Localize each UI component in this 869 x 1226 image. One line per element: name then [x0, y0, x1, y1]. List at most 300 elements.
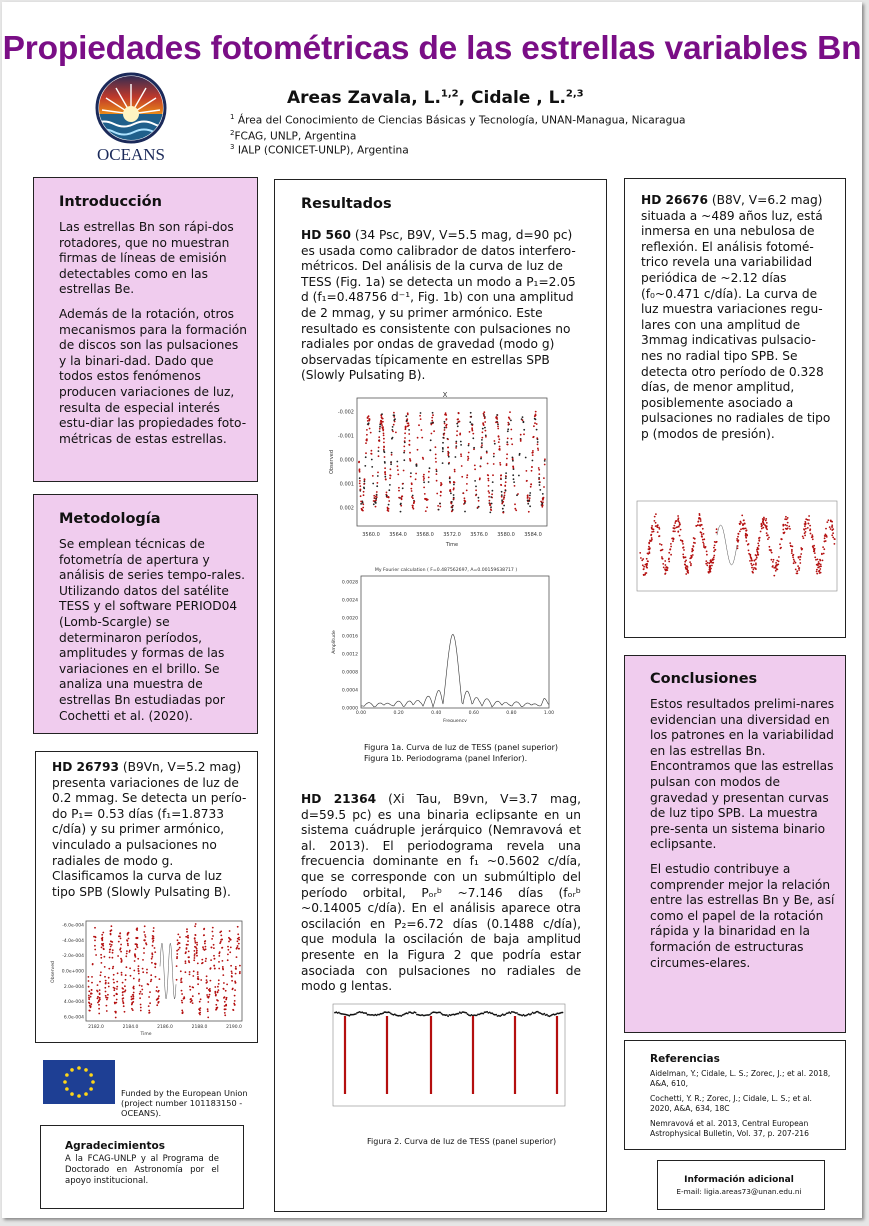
conclusions-heading: Conclusiones	[650, 671, 758, 687]
hd26793-point	[217, 991, 219, 993]
hd26676-point	[668, 558, 670, 560]
hd26676-point	[753, 567, 755, 569]
hd26676-point	[787, 517, 789, 519]
hd26793-point	[128, 932, 130, 934]
hd26793-point	[94, 945, 96, 947]
fig1a-point	[480, 456, 482, 458]
hd26793-y-tick-label: 0.0e+000	[61, 969, 84, 975]
hd26676-point	[706, 565, 708, 567]
hd26676-text	[641, 193, 837, 443]
hd26676-point	[805, 523, 807, 525]
fig1b-x-tick-label: 0.60	[468, 711, 479, 716]
hd26793-point	[127, 943, 129, 945]
hd26676-point	[789, 528, 791, 530]
hd26676-point	[713, 550, 715, 552]
hd26676-point	[750, 563, 752, 565]
hd26793-point	[213, 965, 215, 967]
hd26676-point	[822, 560, 824, 562]
fig1a-point	[464, 502, 466, 504]
fig1a-point	[366, 434, 368, 436]
fig1a-point	[455, 442, 457, 444]
fig1a-point	[444, 427, 446, 429]
hd26793-point	[231, 971, 233, 973]
hd26793-point	[111, 925, 113, 927]
eu-funding	[35, 1054, 268, 1118]
hd26793-point	[197, 971, 199, 973]
fig1a-point	[369, 428, 371, 430]
hd26793-point	[178, 949, 180, 951]
hd26676-point	[676, 520, 678, 522]
results-heading: Resultados	[301, 196, 392, 212]
hd26793-point	[133, 992, 135, 994]
contact-email[interactable]: E-mail: ligia.areas73@unan.edu.ni	[676, 1187, 802, 1196]
hd26793-point	[188, 961, 190, 963]
hd26793-point	[88, 980, 90, 982]
hd26676-point	[694, 542, 696, 544]
hd26676-point	[745, 533, 747, 535]
hd26676-point	[650, 534, 652, 536]
hd26793-point	[143, 931, 145, 933]
hd26676-point	[699, 524, 701, 526]
fig1a-point	[379, 428, 381, 430]
fig1b-ylabel: Amplitude	[332, 630, 337, 654]
fig1a-point	[445, 412, 447, 414]
fig1a-point	[428, 477, 430, 479]
hd26793-point	[116, 988, 118, 990]
hd26793-point	[106, 1005, 108, 1007]
hd26793-ylabel: Observed	[51, 961, 56, 983]
fig1a-point	[544, 464, 546, 466]
acknowledgements-heading: Agradecimientos	[65, 1140, 165, 1152]
fig1a-point	[481, 442, 483, 444]
fig1a-point	[544, 458, 546, 460]
fig1a-point	[440, 495, 442, 497]
hd26676-point	[830, 520, 832, 522]
fig1a-point	[367, 416, 369, 418]
fig1a-point	[534, 422, 536, 424]
conclusions-section	[624, 655, 846, 1033]
hd26793-point	[237, 940, 239, 942]
fig1a-point	[501, 503, 503, 505]
hd26793-point	[90, 996, 92, 998]
fig1a-point	[444, 423, 446, 425]
fig2-point	[516, 1012, 518, 1014]
fig1a-point	[403, 446, 405, 448]
hd26793-point	[217, 986, 219, 988]
hd26793-point	[99, 981, 101, 983]
hd26793-point	[214, 992, 216, 994]
oceans-logo-icon	[90, 72, 172, 164]
fig1a-point	[384, 461, 386, 463]
hd26676-point	[682, 543, 684, 545]
hd26793-x-tick-label: 2182.0	[88, 1025, 104, 1030]
hd26793-point	[188, 956, 190, 958]
hd26676-point	[751, 567, 753, 569]
fig1a-point	[502, 501, 504, 503]
hd26793-point	[200, 998, 202, 1000]
fig1a-point	[484, 421, 486, 423]
fig1a-point	[506, 453, 508, 455]
hd26676-point	[649, 548, 651, 550]
hd26676-point	[773, 575, 775, 577]
fig1a-x-tick-label: 3576.0	[470, 532, 488, 538]
fig1a-point	[494, 440, 496, 442]
fig1a-point	[536, 437, 538, 439]
fig1a-point	[507, 438, 509, 440]
fig1b-y-tick-label: 0.0012	[341, 652, 358, 658]
hd26793-point	[215, 1009, 217, 1011]
hd26793-point	[93, 936, 95, 938]
hd26676-point	[807, 527, 809, 529]
fig1a-point	[478, 497, 480, 499]
fig1a-point	[505, 472, 507, 474]
author-separator: ,	[458, 88, 472, 108]
fig1a-point	[415, 478, 417, 480]
hd26676-point	[795, 569, 797, 571]
fig1a-point	[487, 478, 489, 480]
hd26676-point	[808, 523, 810, 525]
hd26793-point	[202, 946, 204, 948]
hd26793-point	[138, 965, 140, 967]
fig1a-point	[508, 417, 510, 419]
fig1a-point	[459, 421, 461, 423]
hd26676-point	[654, 516, 656, 518]
hd26676-point	[783, 532, 785, 534]
intro-section	[33, 177, 258, 482]
fig1a-point	[527, 494, 529, 496]
fig1a-point	[437, 505, 439, 507]
fig1a-point	[468, 445, 470, 447]
fig1a-point	[488, 485, 490, 487]
author-2: Cidale , L.	[471, 88, 566, 108]
fig1a-point	[502, 508, 504, 510]
fig1a-point	[443, 434, 445, 436]
hd26793-point	[225, 1008, 227, 1010]
fig1a-point	[378, 455, 380, 457]
hd26676-point	[757, 554, 759, 556]
fig1a-point	[472, 433, 474, 435]
fig1a-point	[423, 474, 425, 476]
hd26793-point	[100, 971, 102, 973]
hd26793-point	[132, 998, 134, 1000]
fig1a-point	[469, 431, 471, 433]
hd26676-point	[655, 522, 657, 524]
fig1b-x-tick-label: 0.80	[506, 711, 517, 716]
hd26793-point	[109, 949, 111, 951]
hd560-text	[301, 228, 586, 384]
hd26793-point	[213, 955, 215, 957]
fig1a-point	[525, 457, 527, 459]
fig1a-point	[499, 448, 501, 450]
hd26676-point	[793, 554, 795, 556]
fig1a-point	[449, 490, 451, 492]
hd26676-point	[825, 534, 827, 536]
fig1a-point	[507, 428, 509, 430]
fig1a-point	[538, 467, 540, 469]
fig1a-point	[512, 460, 514, 462]
fig1a-point	[364, 479, 366, 481]
hd26676-point	[646, 563, 648, 565]
hd26676-point	[687, 566, 689, 568]
hd26793-point	[94, 927, 96, 929]
hd26793-point	[140, 1004, 142, 1006]
fig1a-point	[420, 412, 422, 414]
hd26793-point	[186, 931, 188, 933]
fig1a-point	[427, 499, 429, 501]
fig1a-point	[494, 443, 496, 445]
hd26676-point	[677, 515, 679, 517]
fig1a-point	[416, 465, 418, 467]
hd26793-point	[186, 928, 188, 930]
hd26793-point	[150, 974, 152, 976]
fig1a-point	[487, 463, 489, 465]
hd26793-point	[197, 983, 199, 985]
hd26793-point	[126, 953, 128, 955]
hd26676-point	[706, 551, 708, 553]
hd26793-point	[110, 946, 112, 948]
hd26793-point	[105, 991, 107, 993]
hd26793-point	[134, 953, 136, 955]
fig1a-point	[506, 441, 508, 443]
fig1a-point	[497, 422, 499, 424]
hd26676-point	[706, 554, 708, 556]
fig1a-point	[536, 423, 538, 425]
hd26676-point	[785, 516, 787, 518]
hd26676-point	[678, 520, 680, 522]
hd26793-point	[187, 940, 189, 942]
intro-heading: Introducción	[59, 194, 162, 210]
hd26793-point	[192, 975, 194, 977]
hd26676-point	[812, 546, 814, 548]
hd26793-point	[144, 934, 146, 936]
fig2-point	[495, 1014, 497, 1016]
hd26676-point	[646, 558, 648, 560]
hd26793-point	[226, 984, 228, 986]
hd26676-point	[689, 561, 691, 563]
fig1a-point	[390, 468, 392, 470]
fig1a-point	[539, 489, 541, 491]
fig1a-point	[432, 414, 434, 416]
hd26676-point	[685, 573, 687, 575]
hd26793-point	[205, 982, 207, 984]
fig1a-point	[370, 432, 372, 434]
hd26793-point	[129, 951, 131, 953]
fig1a-point	[543, 486, 545, 488]
hd26793-point	[112, 957, 114, 959]
hd26793-point	[132, 987, 134, 989]
hd21364-description: (Xi Tau, B9vn, V=3.7 mag, d=59.5 pc) es una binaria eclipsante en un sistema cuádruple jerárquico (Nemravová et al. 2013). El periodograma revela una frecuencia dominante en f₁ ~0.5602 c/día, que se corresponde con un submúltiplo del período orbital, Pₒᵣᵇ ~7.146 días (fₒᵣᵇ ~0.14005 c/día). En el análisis aparece otra oscilación en P₂=6.72 días (0.1488 c/día), que modula la oscilación de baja amplitud presente en la Figura 2 que podría estar asociada con pulsaciones no radiales de modo g lentas.	[301, 792, 581, 994]
hd26793-point	[214, 958, 216, 960]
hd26676-point	[697, 521, 699, 523]
fig1a-point	[421, 437, 423, 439]
hd26793-point	[180, 970, 182, 972]
fig1a-point	[503, 497, 505, 499]
authors	[287, 88, 584, 108]
fig1a-point	[477, 507, 479, 509]
hd26793-point	[116, 999, 118, 1001]
hd26793-point	[111, 941, 113, 943]
fig1a-point	[422, 457, 424, 459]
fig1a-point	[383, 450, 385, 452]
hd26793-point	[210, 959, 212, 961]
hd26793-point	[105, 997, 107, 999]
fig1a-point	[419, 415, 421, 417]
hd26676-point	[761, 528, 763, 530]
hd26793-point	[158, 997, 160, 999]
hd26793-point	[225, 999, 227, 1001]
fig1a-point	[453, 482, 455, 484]
fig1a-point	[389, 477, 391, 479]
hd26676-point	[792, 546, 794, 548]
eu-funding-line1: Funded by the European Union	[121, 1088, 248, 1098]
fig1a-point	[481, 446, 483, 448]
hd26676-point	[750, 558, 752, 560]
hd26676-point	[691, 556, 693, 558]
author-1-affil: 1,2	[440, 88, 459, 100]
fig1a-point	[393, 412, 395, 414]
hd26793-point	[197, 978, 199, 980]
contact-heading: Información adicional	[684, 1175, 794, 1185]
fig1a-point	[385, 478, 387, 480]
hd26676-point	[746, 540, 748, 542]
fig1b-x-tick-label: 0.20	[393, 711, 404, 716]
fig1a-point	[446, 418, 448, 420]
hd26793-point	[194, 950, 196, 952]
fig1a-point	[371, 450, 373, 452]
hd26676-point	[755, 562, 757, 564]
fig1a-point	[411, 482, 413, 484]
fig1a-point	[492, 481, 494, 483]
fig1a-point	[529, 505, 531, 507]
fig1a-point	[485, 430, 487, 432]
hd26793-point	[141, 989, 143, 991]
hd26676-point	[679, 523, 681, 525]
fig1a-point	[466, 483, 468, 485]
hd26793-point	[227, 954, 229, 956]
fig1a-point	[365, 442, 367, 444]
hd26676-point	[832, 532, 834, 534]
hd26793-point	[181, 1002, 183, 1004]
fig2-point	[465, 1012, 467, 1014]
hd26676-point	[787, 522, 789, 524]
fig1a-point	[439, 506, 441, 508]
fig1b-x-tick-label: 0.00	[355, 711, 367, 716]
hd26793-point	[108, 986, 110, 988]
fig1a-point	[522, 416, 524, 418]
fig1b-x-tick-label: 1.00	[543, 711, 555, 716]
hd26793-point	[222, 969, 224, 971]
hd26793-point	[190, 999, 192, 1001]
hd26676-point	[768, 537, 770, 539]
fig1a-point	[388, 510, 390, 512]
hd26793-point	[139, 985, 141, 987]
hd26793-point	[115, 1011, 117, 1013]
hd26676-point	[799, 559, 801, 561]
hd26676-point	[641, 559, 643, 561]
fig1a-point	[453, 498, 455, 500]
hd26676-point	[831, 524, 833, 526]
fig1a-point	[381, 424, 383, 426]
hd26676-point	[681, 540, 683, 542]
hd26793-point	[205, 960, 207, 962]
hd26793-description: (B9Vn, V=5.2 mag) presenta variaciones de luz de 0.2 mmag. Se detecta un perío-do P₁= 0.53 días (f₁=1.8733 c/día) y su primer armónico, vinculado a pulsaciones no radiales de modo g. Clasificamos la curva de luz tipo SPB (Slowly Pulsating B).	[52, 760, 247, 899]
fig1a-point	[365, 456, 367, 458]
fig1a-point	[436, 470, 438, 472]
hd26676-point	[775, 567, 777, 569]
hd26793-point	[149, 991, 151, 993]
fig1a-point	[403, 459, 405, 461]
fig2-point	[482, 1013, 484, 1015]
hd26676-point	[765, 518, 767, 520]
hd26676-point	[755, 559, 757, 561]
fig1a-point	[384, 467, 386, 469]
fig1a-point	[442, 437, 444, 439]
fig1a-point	[415, 473, 417, 475]
hd26793-x-tick-label: 2190.0	[226, 1025, 242, 1030]
hd26793-point	[88, 976, 90, 978]
fig1a-point	[379, 426, 381, 428]
fig1a-point	[471, 423, 473, 425]
fig1a-point	[410, 488, 412, 490]
methodology-heading: Metodología	[59, 511, 161, 527]
fig1a-point	[513, 481, 515, 483]
fig1a-point	[433, 430, 435, 432]
hd26793-point	[218, 989, 220, 991]
hd26676-point	[800, 547, 802, 549]
hd26793-point	[204, 940, 206, 942]
fig1a-point	[448, 463, 450, 465]
eu-star-icon	[65, 1073, 69, 1077]
fig1a-point	[398, 487, 400, 489]
fig1a-point	[514, 485, 516, 487]
hd26676-point	[707, 571, 709, 573]
hd26793-point	[239, 972, 241, 974]
fig1a-point	[403, 470, 405, 472]
hd26793-point	[187, 937, 189, 939]
fig1a-point	[409, 458, 411, 460]
hd26676-point	[737, 541, 739, 543]
fig1a-point	[532, 452, 534, 454]
fig1a-point	[409, 444, 411, 446]
eu-star-icon	[89, 1073, 93, 1077]
fig1a-point	[391, 429, 393, 431]
hd26793-point	[203, 948, 205, 950]
hd26676-point	[808, 519, 810, 521]
hd26793-point	[112, 968, 114, 970]
fig1a-point	[480, 466, 482, 468]
hd26793-point	[126, 950, 128, 952]
hd26676-point	[765, 520, 767, 522]
fig1a-point	[406, 418, 408, 420]
fig1a-point	[375, 502, 377, 504]
hd26676-point	[702, 528, 704, 530]
hd26676-point	[814, 552, 816, 554]
hd26793-point	[122, 1002, 124, 1004]
fig1a-point	[408, 422, 410, 424]
fig1a-point	[372, 483, 374, 485]
hd26793-point	[236, 948, 238, 950]
hd26793-point	[218, 953, 220, 955]
hd26676-point	[831, 526, 833, 528]
fig1a-point	[397, 469, 399, 471]
hd26793-point	[187, 935, 189, 937]
fig1a-point	[535, 411, 537, 413]
hd26793-point	[205, 958, 207, 960]
hd26676-point	[816, 571, 818, 573]
hd26793-point	[211, 938, 213, 940]
hd26793-point	[97, 991, 99, 993]
hd26676-point	[779, 543, 781, 545]
